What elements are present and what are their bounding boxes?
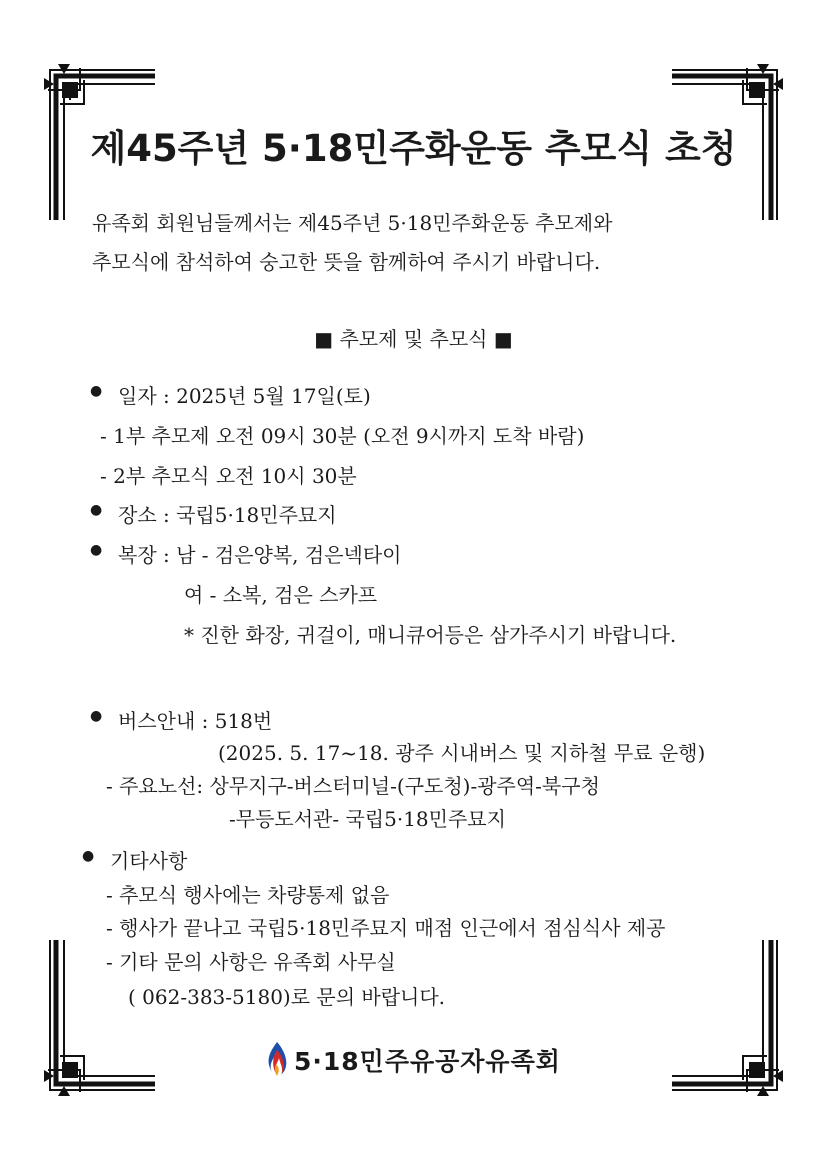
- intro-line: 유족회 회원님들께서는 제45주년 5·18민주화운동 추모제와: [92, 211, 613, 235]
- bus-route-1: - 주요노선: 상무지구-버스터미널-(구도청)-광주역-북구청: [106, 774, 600, 798]
- other-heading: ● 기타사항: [110, 845, 187, 874]
- dress-male-item: ● 복장 : 남 - 검은양복, 검은넥타이: [118, 539, 401, 568]
- dress-note: * 진한 화장, 귀걸이, 매니큐어등은 삼가주시기 바랍니다.: [184, 623, 677, 647]
- part1-item: - 1부 추모제 오전 09시 30분 (오전 9시까지 도착 바람): [100, 424, 585, 448]
- intro-line: 추모식에 참석하여 숭고한 뜻을 함께하여 주시기 바랍니다.: [92, 250, 601, 274]
- page-title: 제45주년 5·18민주화운동 추모식 초청: [90, 127, 737, 170]
- date-item: ● 일자 : 2025년 5월 17일(토): [118, 380, 371, 409]
- bus-route-2: -무등도서관- 국립5·18민주묘지: [229, 807, 506, 831]
- other-item: - 기타 문의 사항은 유족회 사무실: [106, 950, 396, 974]
- flame-icon: [264, 1040, 290, 1080]
- part2-item: - 2부 추모식 오전 10시 30분: [100, 464, 357, 488]
- dress-female-item: 여 - 소복, 검은 스카프: [184, 583, 378, 607]
- corner-ornament-bottom-right: [667, 930, 787, 1100]
- intro-paragraph: [92, 204, 732, 282]
- bus-free-note: (2025. 5. 17~18. 광주 시내버스 및 지하철 무료 운행): [218, 741, 706, 765]
- ornament-icon: [667, 930, 787, 1100]
- venue-item: ● 장소 : 국립5·18민주묘지: [118, 499, 337, 528]
- other-item: - 행사가 끝나고 국립5·18민주묘지 매점 인근에서 점심식사 제공: [106, 916, 666, 940]
- bus-heading: ● 버스안내 : 518번: [118, 705, 272, 734]
- other-item: ( 062-383-5180)로 문의 바랍니다.: [128, 985, 446, 1009]
- logo-text: 5·18민주유공자유족회: [294, 1047, 561, 1076]
- association-logo: [264, 1040, 561, 1080]
- other-item: - 추모식 행사에는 차량통제 없음: [106, 883, 390, 907]
- section-title: ■ 추모제 및 추모식 ■: [314, 327, 513, 351]
